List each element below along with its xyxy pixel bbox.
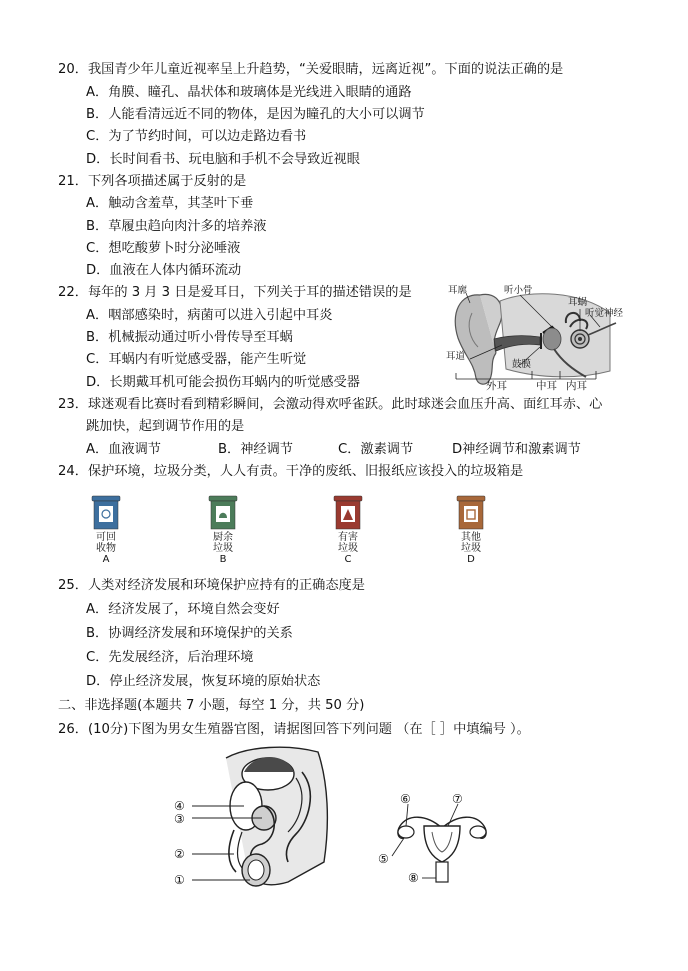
ear-label-ossicles: 听小骨: [504, 285, 533, 296]
q26-stem: 26．(10分)下图为男女生殖器官图，请据图回答下列问题 （在［ ］中填编号 ）。: [58, 722, 530, 737]
bin-label-c: 有害 垃圾 C: [338, 532, 358, 565]
q20-stem: 20．我国青少年儿童近视率呈上升趋势，“关爱眼睛，远离近视”。下面的说法正确的是: [58, 62, 564, 77]
q22-option-c: C．耳蜗内有听觉感受器，能产生听觉: [86, 352, 307, 367]
q25-stem: 25．人类对经济发展和环境保护应持有的正确态度是: [58, 578, 365, 593]
q22-option-a: A．咽部感染时，病菌可以进入引起中耳炎: [86, 308, 333, 323]
q20-option-d: D．长时间看书、玩电脑和手机不会导致近视眼: [86, 152, 360, 167]
q21-option-b: B．草履虫趋向肉汁多的培养液: [86, 219, 267, 234]
ear-label-eardrum: 鼓膜: [512, 359, 532, 370]
q23-option-a: A．血液调节: [86, 442, 161, 457]
male-label-3: ③: [174, 812, 185, 826]
ear-label-inner: 内耳: [566, 380, 587, 392]
female-label-6: ⑥: [400, 792, 411, 806]
female-diagram-drawing: [378, 790, 508, 890]
q21-option-a: A．触动含羞草，其茎叶下垂: [86, 196, 254, 211]
q21-stem: 21．下列各项描述属于反射的是: [58, 174, 247, 189]
q20-option-c: C．为了节约时间，可以边走路边看书: [86, 129, 307, 144]
ear-label-canal: 耳道: [446, 351, 466, 362]
q25-option-a: A．经济发展了，环境自然会变好: [86, 602, 280, 617]
q23-stem: 23．球迷观看比赛时看到精彩瞬间，会激动得欢呼雀跃。此时球迷会血压升高、面红耳赤、心: [58, 397, 603, 412]
bin-label-b: 厨余 垃圾 B: [213, 532, 233, 565]
q23-option-c: C．激素调节: [338, 442, 414, 457]
ear-label-outer: 外耳: [486, 380, 507, 392]
q24-stem: 24．保护环境，垃圾分类，人人有责。干净的废纸、旧报纸应该投入的垃圾箱是: [58, 464, 524, 479]
ear-diagram: [440, 283, 635, 395]
bin-icon-c: [332, 493, 364, 531]
q22-option-b: B．机械振动通过听小骨传导至耳蜗: [86, 330, 293, 345]
female-label-8: ⑧: [408, 871, 419, 885]
bin-label-a: 可回 收物 A: [96, 532, 116, 565]
q23-stem-continued: 跳加快，起到调节作用的是: [86, 419, 245, 434]
male-reproductive-diagram: [168, 742, 350, 892]
male-label-2: ②: [174, 847, 185, 861]
female-reproductive-diagram: [378, 790, 508, 890]
ear-label-middle: 中耳: [536, 380, 557, 392]
male-diagram-drawing: [168, 742, 350, 892]
q22-option-d: D．长期戴耳机可能会损伤耳蜗内的听觉感受器: [86, 375, 360, 390]
bin-label-d: 其他 垃圾 D: [461, 532, 481, 565]
bin-icon-d: [455, 493, 487, 531]
ear-label-auricle: 耳廓: [448, 285, 468, 296]
male-label-1: ①: [174, 873, 185, 887]
ear-diagram-drawing: [440, 283, 635, 395]
bin-icon-b: [207, 493, 239, 531]
q21-option-d: D．血液在人体内循环流动: [86, 263, 242, 278]
q25-option-d: D．停止经济发展，恢复环境的原始状态: [86, 674, 321, 689]
female-label-7: ⑦: [452, 792, 463, 806]
ear-label-nerve: 听觉神经: [585, 308, 624, 319]
q20-option-b: B．人能看清远近不同的物体，是因为瞳孔的大小可以调节: [86, 107, 425, 122]
male-label-4: ④: [174, 799, 185, 813]
bin-icon-a: [90, 493, 122, 531]
section-2-heading: 二、非选择题(本题共 7 小题，每空 1 分，共 50 分): [58, 698, 365, 713]
female-label-5: ⑤: [378, 852, 389, 866]
q25-option-c: C．先发展经济，后治理环境: [86, 650, 254, 665]
q23-option-b: B．神经调节: [218, 442, 293, 457]
ear-label-cochlea: 耳蜗: [568, 297, 588, 308]
q23-option-d: D神经调节和激素调节: [452, 442, 581, 457]
q20-option-a: A．角膜、瞳孔、晶状体和玻璃体是光线进入眼睛的通路: [86, 85, 412, 100]
q22-stem: 22．每年的 3 月 3 日是爱耳日，下列关于耳的描述错误的是: [58, 285, 412, 300]
q25-option-b: B．协调经济发展和环境保护的关系: [86, 626, 293, 641]
q21-option-c: C．想吃酸萝卜时分泌唾液: [86, 241, 241, 256]
